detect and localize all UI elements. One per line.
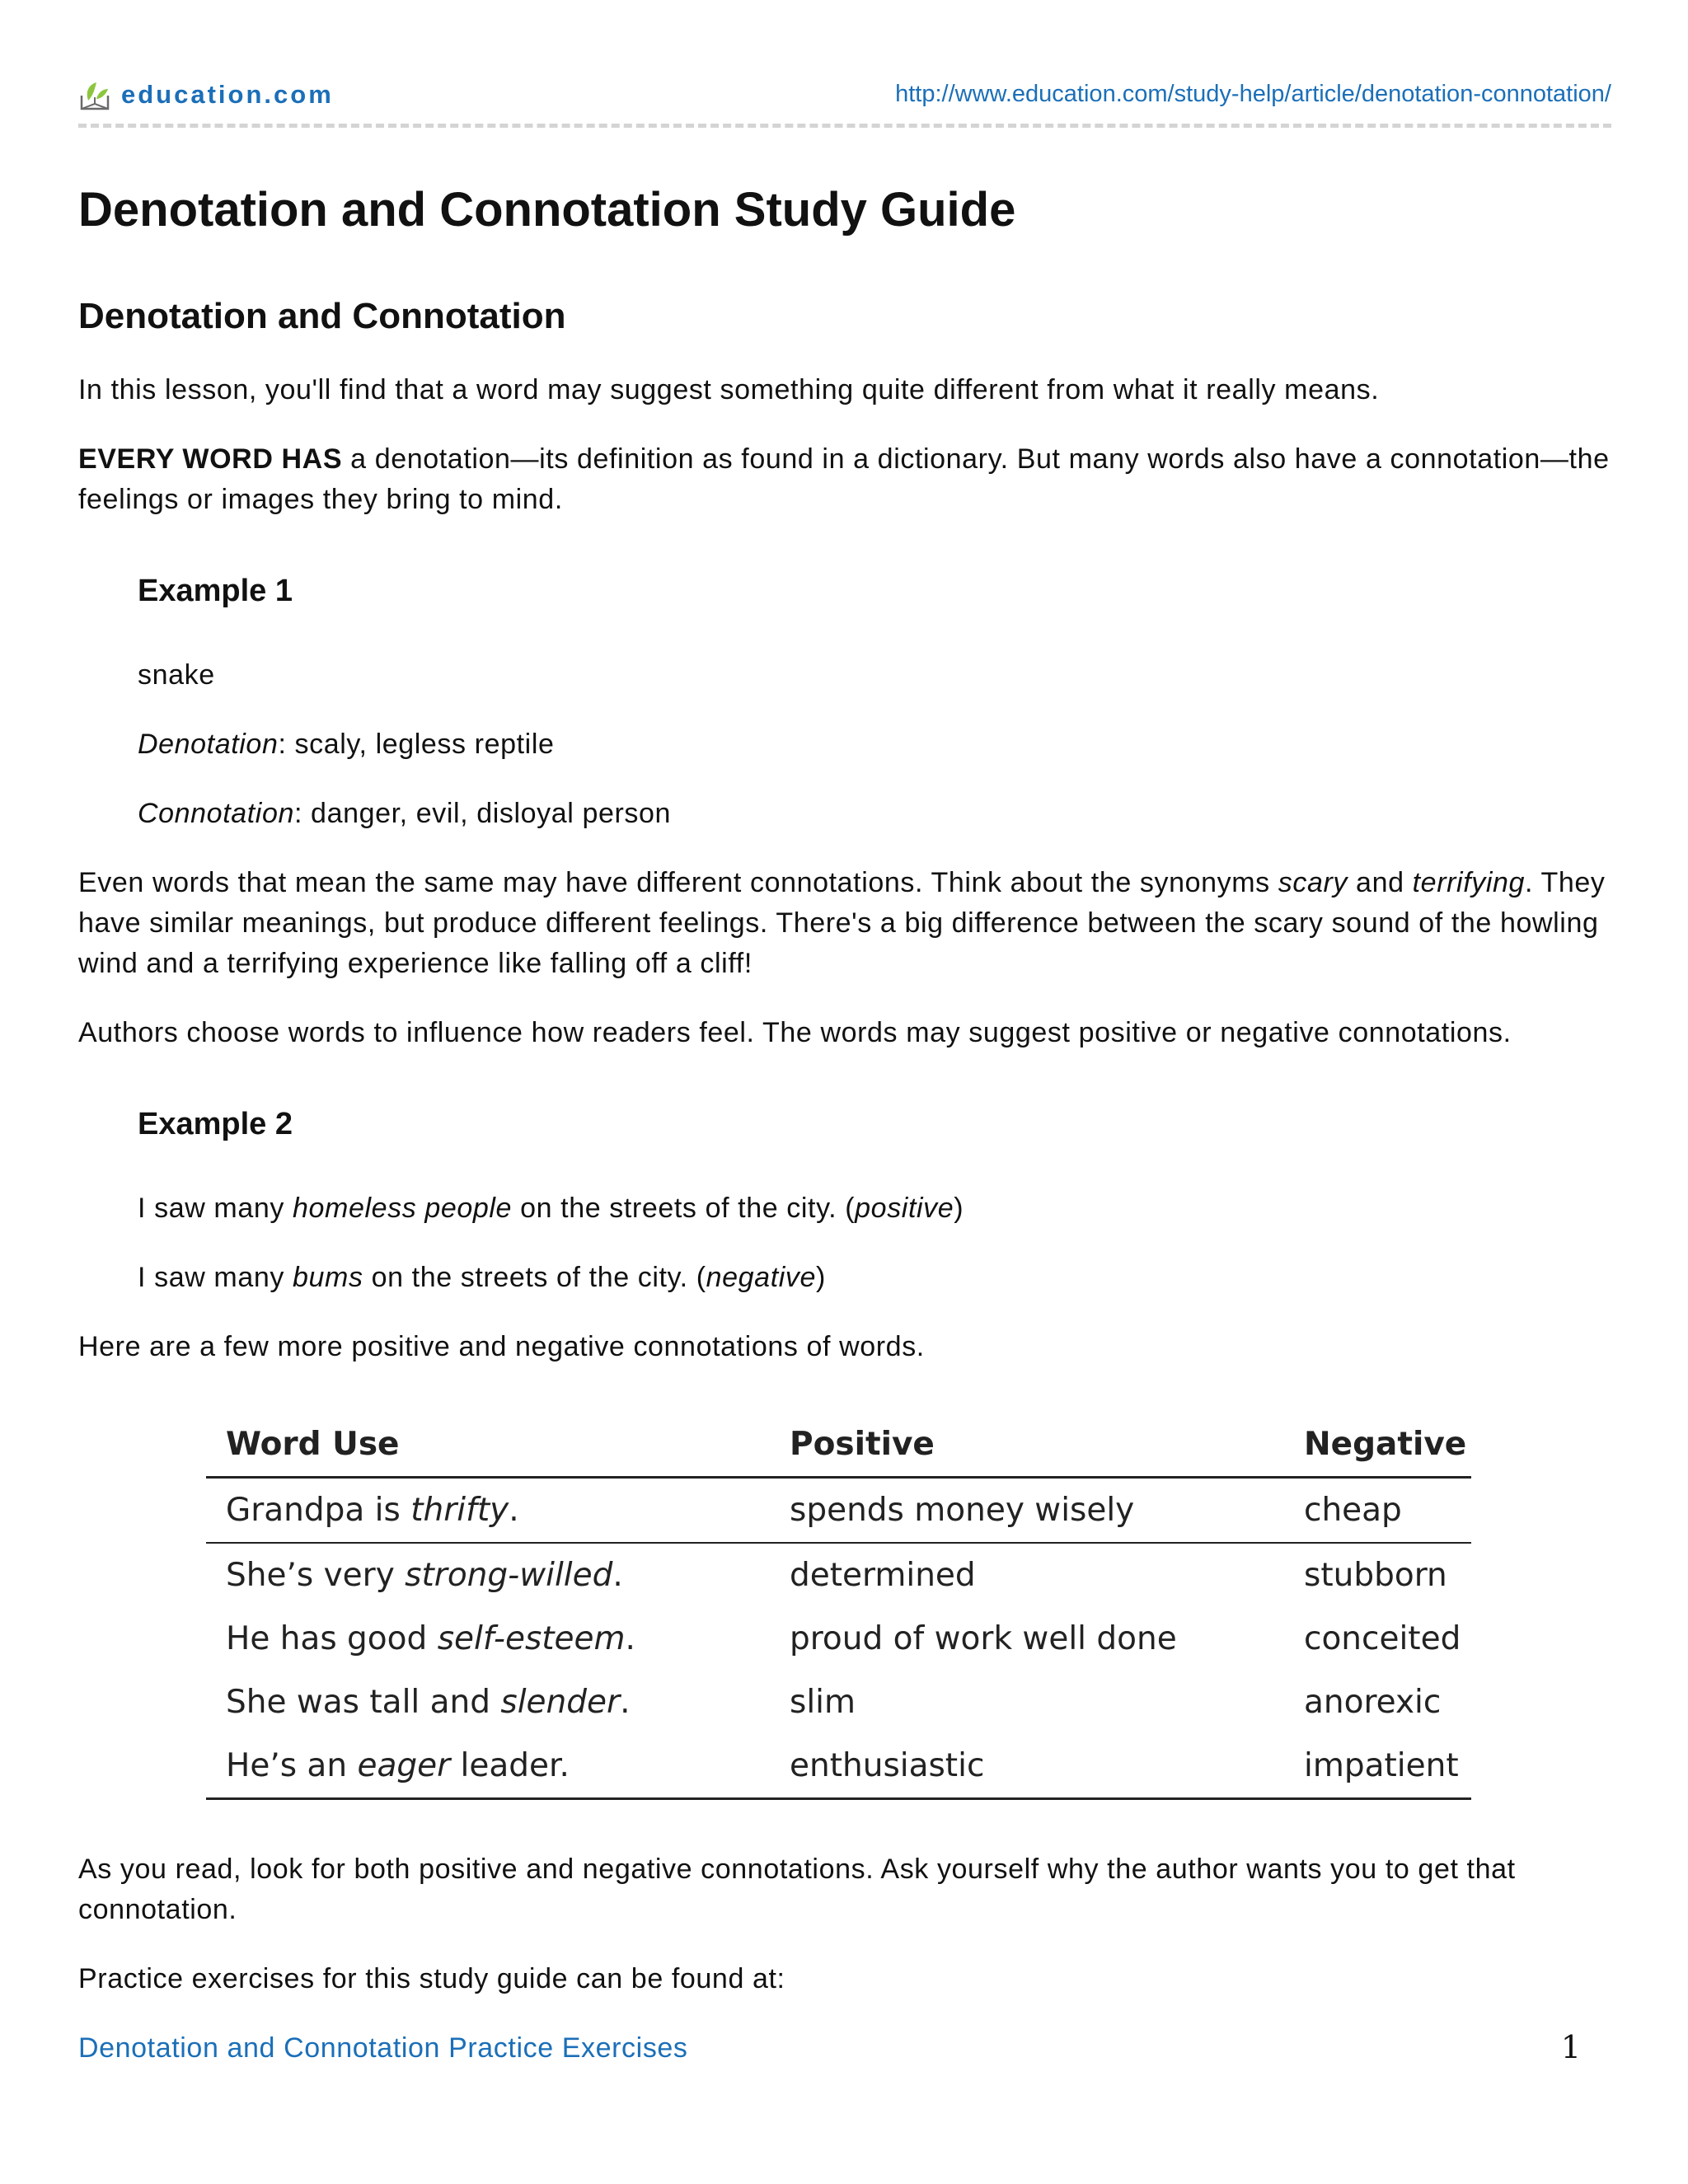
closing-paragraph: As you read, look for both positive and negative connotations. Ask yourself why the author wants you to get that connotation. (78, 1854, 1516, 1925)
example1-denotation (138, 724, 1611, 765)
example2-line-positive (138, 1188, 1611, 1229)
definition-paragraph (78, 439, 1611, 520)
positive-cell: determined (790, 1557, 976, 1594)
column-header-positive: Positive (770, 1417, 1284, 1478)
word-use-emph: self-esteem (437, 1620, 626, 1657)
example1-connotation (138, 794, 1611, 834)
ex2-line2-end: ) (816, 1262, 826, 1293)
word-use-emph: thrifty (410, 1492, 509, 1529)
ex2-line1-middle: on the streets of the city. ( (512, 1193, 856, 1224)
word-use-cell (206, 1671, 770, 1734)
positive-cell: proud of work well done (790, 1620, 1177, 1657)
ex2-line1-emph: homeless people (293, 1193, 513, 1224)
authors-paragraph: Authors choose words to influence how readers feel. The words may suggest positive or negative connotations. (78, 1017, 1512, 1048)
table-row (206, 1478, 1471, 1544)
word-use-text: He has good (226, 1620, 438, 1657)
definition-lead: EVERY WORD HAS (78, 443, 343, 475)
ex2-line2-tag: negative (706, 1262, 817, 1293)
word-use-emph: strong-willed (405, 1557, 613, 1594)
negative-cell: anorexic (1304, 1684, 1442, 1721)
word-use-text: . (612, 1557, 623, 1594)
synonyms-paragraph (78, 863, 1611, 984)
table-intro: Here are a few more positive and negative connotations of words. (78, 1331, 925, 1362)
word-use-cell (206, 1734, 770, 1799)
column-header-negative: Negative (1284, 1417, 1471, 1478)
ex2-line2-emph: bums (293, 1262, 363, 1293)
ex2-line1-tag: positive (855, 1193, 954, 1224)
ex2-line1-end: ) (954, 1193, 964, 1224)
section-heading: Denotation and Connotation (78, 296, 566, 336)
word-use-emph: slender (500, 1684, 621, 1721)
page-number: 1 (1560, 2029, 1581, 2065)
intro-paragraph: In this lesson, you'll find that a word may suggest something quite different from what it really means. (78, 374, 1380, 405)
example1-word: snake (138, 659, 215, 691)
practice-exercises-link[interactable]: Denotation and Connotation Practice Exercises (78, 2032, 688, 2064)
negative-cell: impatient (1284, 1734, 1471, 1799)
word-use-text: He’s an (226, 1747, 358, 1784)
word-use-emph: eager (357, 1747, 451, 1784)
synonym-scary: scary (1278, 867, 1348, 898)
connotation-table (206, 1417, 1471, 1800)
negative-cell: stubborn (1304, 1557, 1447, 1594)
table-row (206, 1607, 1471, 1671)
negative-cell: conceited (1304, 1620, 1461, 1657)
positive-cell: spends money wisely (770, 1478, 1284, 1544)
site-logo[interactable] (78, 79, 334, 110)
example1-heading: Example 1 (138, 574, 293, 608)
ex2-line1-start: I saw many (138, 1193, 293, 1224)
word-use-text: . (509, 1492, 519, 1529)
page-title: Denotation and Connotation Study Guide (78, 183, 1016, 237)
synonyms-text-1: Even words that mean the same may have different connotations. Think about the synonyms (78, 867, 1278, 898)
negative-cell: cheap (1284, 1478, 1471, 1544)
word-use-text: . (620, 1684, 631, 1721)
denotation-label: Denotation (138, 729, 279, 760)
connotation-text: : danger, evil, disloyal person (293, 798, 672, 829)
connotation-table-wrapper (206, 1417, 1471, 1800)
header-url-link[interactable]: http://www.education.com/study-help/article/denotation-connotation/ (895, 81, 1611, 107)
word-use-text: . (625, 1620, 635, 1657)
word-use-text: She’s very (226, 1557, 406, 1594)
example2-line-negative (138, 1258, 1611, 1298)
definition-text: a denotation—its definition as found in a dictionary. But many words also have a connotation—the feelings or images they bring to mind. (78, 443, 1610, 515)
word-use-text: She was tall and (226, 1684, 501, 1721)
practice-paragraph: Practice exercises for this study guide can be found at: (78, 1963, 785, 1994)
word-use-text: Grandpa is (226, 1492, 411, 1529)
synonyms-text-2: and (1348, 867, 1413, 898)
table-row (206, 1543, 1471, 1607)
connotation-label: Connotation (138, 798, 294, 829)
table-row (206, 1734, 1471, 1799)
word-use-cell (206, 1543, 770, 1607)
synonyms-text-3: . They have similar meanings, but produce different feelings. There's a big difference between the scary sound of the howling wind and a terrifying experience like falling off a cliff! (78, 867, 1606, 979)
positive-cell: enthusiastic (770, 1734, 1284, 1799)
synonym-terrifying: terrifying (1412, 867, 1526, 898)
table-row (206, 1671, 1471, 1734)
logo-text: education.com (121, 80, 334, 109)
page-header (78, 76, 1611, 117)
word-use-text: leader. (450, 1747, 570, 1784)
table-header-row (206, 1417, 1471, 1478)
column-header-word-use: Word Use (206, 1417, 770, 1478)
ex2-line2-start: I saw many (138, 1262, 293, 1293)
header-divider (78, 124, 1611, 128)
denotation-text: : scaly, legless reptile (278, 729, 555, 760)
article-content (78, 177, 1611, 2069)
example2-heading: Example 2 (138, 1107, 293, 1141)
ex2-line2-middle: on the streets of the city. ( (363, 1262, 706, 1293)
positive-cell: slim (790, 1684, 856, 1721)
word-use-cell (206, 1607, 770, 1671)
word-use-cell (206, 1478, 770, 1544)
leaf-book-icon (78, 79, 111, 110)
